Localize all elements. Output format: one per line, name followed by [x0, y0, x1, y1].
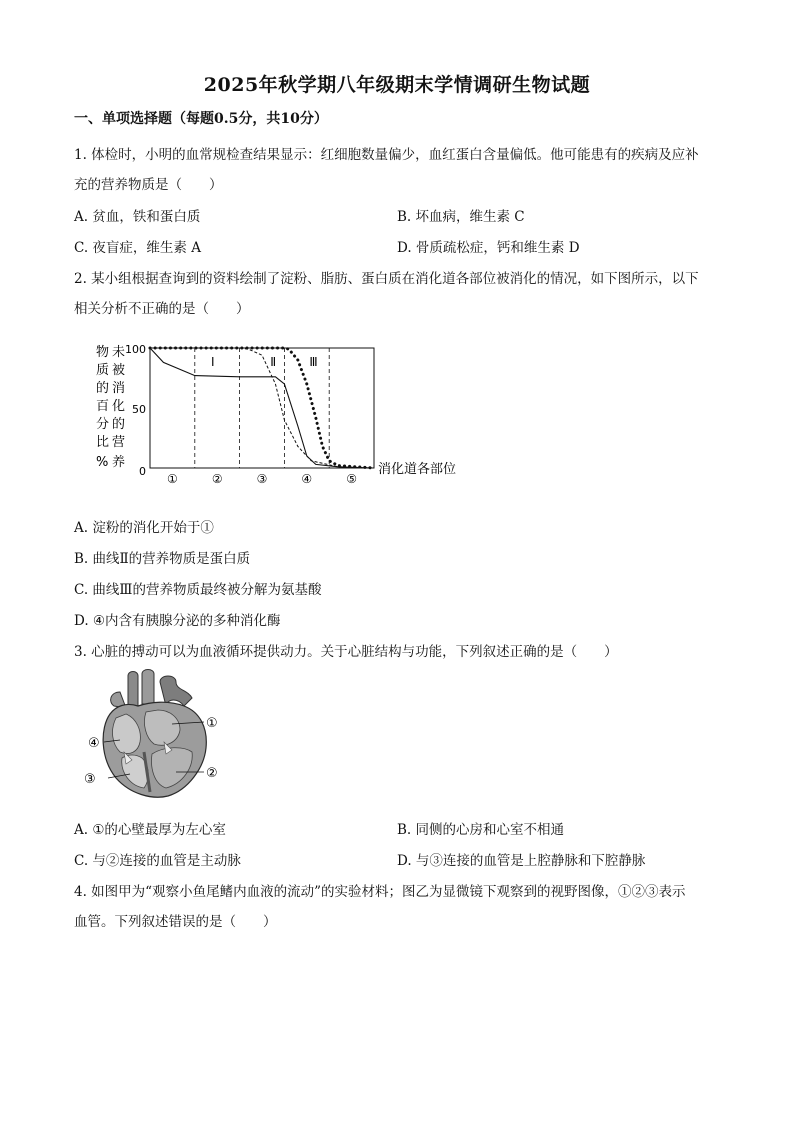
- q1-option-b[interactable]: B. 坏血病，维生素 C: [397, 209, 525, 225]
- x-category-4: ④: [301, 472, 313, 486]
- y-label-char: 质: [96, 363, 110, 378]
- y-label-char: 百: [96, 399, 110, 414]
- section-heading: 一、单项选择题（每题0.5分，共10分）: [74, 111, 328, 127]
- y-label-char: 被: [112, 363, 126, 378]
- y-label-char: 消: [112, 381, 126, 396]
- y-label-col1: [96, 344, 109, 470]
- heart-illustration: [103, 670, 206, 798]
- curve-label-1: Ⅰ: [210, 355, 215, 369]
- y-label-col2: [112, 344, 125, 470]
- q3-option-d[interactable]: D. 与③连接的血管是上腔静脉和下腔静脉: [397, 853, 646, 869]
- x-category-1: ①: [167, 472, 178, 486]
- y-label-char: 未: [112, 345, 126, 360]
- curve-label-2: Ⅱ: [270, 355, 277, 369]
- q1-option-a[interactable]: A. 贫血，铁和蛋白质: [74, 209, 201, 225]
- y-label-char: 的: [112, 417, 126, 432]
- q3-option-a[interactable]: A. ①的心壁最厚为左心室: [74, 822, 226, 838]
- y-label-char: 的: [96, 381, 110, 396]
- x-axis-label: 消化道各部位: [378, 462, 457, 477]
- x-category-2: ②: [211, 472, 223, 486]
- x-category-3: ③: [256, 472, 268, 486]
- plot-frame: [150, 348, 374, 468]
- heart-label-4: ④: [88, 736, 100, 751]
- heart-diagram: [80, 668, 240, 808]
- q2-stem-line1: 2. 某小组根据查询到的资料绘制了淀粉、脂肪、蛋白质在消化道各部位被消化的情况，如下图所示，以下: [74, 271, 699, 287]
- q1-option-d[interactable]: D. 骨质疏松症，钙和维生素 D: [397, 240, 580, 256]
- curve-1: [150, 348, 374, 468]
- y-tick-label: 0: [139, 465, 146, 478]
- q2-option-b[interactable]: B. 曲线Ⅱ的营养物质是蛋白质: [74, 551, 251, 567]
- curve-2: [150, 348, 374, 468]
- y-label-char: 分: [96, 417, 110, 432]
- q4-stem-line2: 血管。下列叙述错误的是（ ）: [74, 914, 277, 930]
- heart-label-1: ①: [206, 716, 218, 731]
- y-label-char: %: [96, 455, 109, 470]
- digestion-chart: [82, 338, 482, 488]
- q3-option-b[interactable]: B. 同侧的心房和心室不相通: [397, 822, 565, 838]
- heart-label-2: ②: [206, 766, 218, 781]
- x-category-5: ⑤: [346, 472, 357, 486]
- y-tick-label: 100: [125, 343, 146, 356]
- q2-option-d[interactable]: D. ④内含有胰腺分泌的多种消化酶: [74, 613, 281, 629]
- y-label-char: 比: [96, 435, 110, 450]
- page-title: 2025年秋学期八年级期末学情调研生物试题: [203, 74, 591, 96]
- q3-stem: 3. 心脏的搏动可以为血液循环提供动力。关于心脏结构与功能，下列叙述正确的是（ ）: [74, 644, 618, 660]
- y-label-char: 物: [96, 345, 110, 360]
- q3-option-c[interactable]: C. 与②连接的血管是主动脉: [74, 853, 241, 869]
- q1-stem-line2: 充的营养物质是（ ）: [74, 177, 223, 193]
- curves: [150, 348, 374, 468]
- y-label-char: 化: [112, 399, 126, 414]
- q4-stem-line1: 4. 如图甲为“观察小鱼尾鳍内血液的流动”的实验材料；图乙为显微镜下观察到的视野图像，①②③表示: [74, 884, 686, 900]
- curve-3: [150, 348, 374, 468]
- q2-stem-line2: 相关分析不正确的是（ ）: [74, 301, 250, 317]
- q2-option-c[interactable]: C. 曲线Ⅲ的营养物质最终被分解为氨基酸: [74, 582, 322, 598]
- q1-stem-line1: 1. 体检时，小明的血常规检查结果显示：红细胞数量偏少，血红蛋白含量偏低。他可能患有的疾病及应补: [74, 147, 699, 163]
- y-label-char: 养: [112, 455, 126, 470]
- y-label-char: 营: [112, 435, 126, 450]
- heart-label-3: ③: [84, 772, 96, 787]
- curve-label-3: Ⅲ: [309, 355, 318, 369]
- q2-option-a[interactable]: A. 淀粉的消化开始于①: [74, 520, 214, 536]
- y-tick-label: 50: [132, 403, 146, 416]
- curve-labels: [211, 355, 318, 369]
- x-category-labels: [167, 472, 357, 486]
- q1-option-c[interactable]: C. 夜盲症，维生素 A: [74, 240, 201, 256]
